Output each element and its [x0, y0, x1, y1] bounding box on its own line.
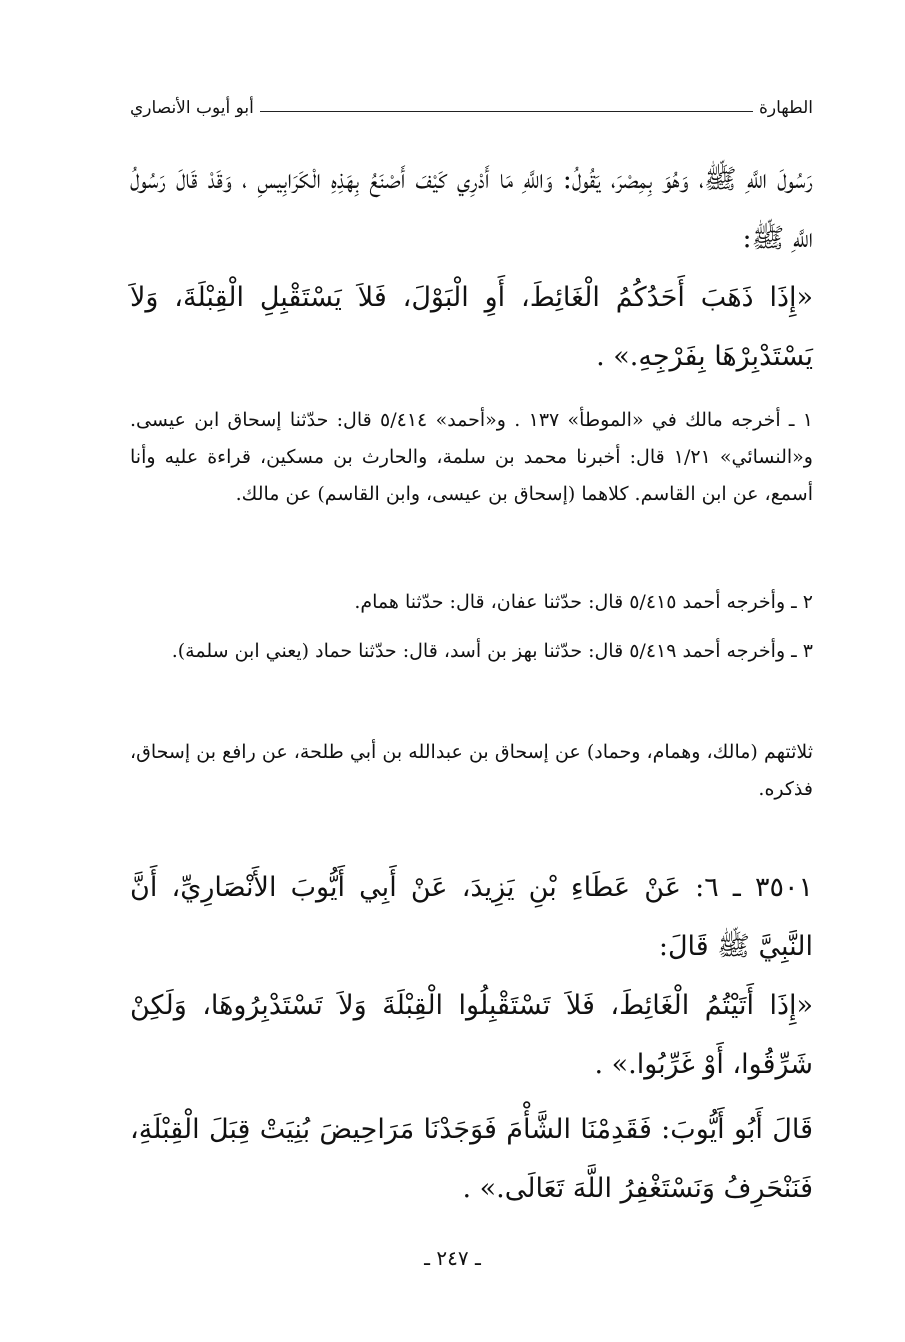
footnote-1: ١ ـ أخرجه مالك في «الموطأ» ١٣٧ . و«أحمد» ٥/٤١٤ قال: حدّثنا إسحاق ابن عيسى. و«النسائي» ١/٢١ قال: أخبرنا محمد بن سلمة، والحارث بن مسكين، قراءة عليه وأنا أسمع، عن ابن القاسم. كلاهما (إسحاق بن عيسى، وابن القاسم) عن مالك. — [130, 409, 813, 505]
hadith-quote-2: «إِذَا أَتَيْتُمُ الْغَائِطَ، فَلاَ تَسْتَقْبِلُوا الْقِبْلَةَ وَلاَ تَسْتَدْبِرُوهَا، وَلَكِنْ شَرِّقُوا، أَوْ غَرِّبُوا.» . — [130, 990, 813, 1080]
narrator-statement: قَالَ أَبُو أَيُّوبَ: فَقَدِمْنَا الشَّأْمَ فَوَجَدْنَا مَرَاحِيضَ بُنِيَتْ قِبَلَ الْقِبْلَةِ، فَنَنْحَرِفُ وَنَسْتَغْفِرُ اللَّهَ تَعَالَى.» . — [130, 1114, 813, 1204]
running-header — [130, 88, 813, 118]
footnote-3: ٣ ـ وأخرجه أحمد ٥/٤١٩ قال: حدّثنا بهز بن أسد، قال: حدّثنا حماد (يعني ابن سلمة). — [171, 640, 813, 662]
header-chapter-title: الطهارة — [759, 98, 813, 118]
header-rule — [260, 111, 753, 112]
footnote-4: ثلاثتهم (مالك، وهمام، وحماد) عن إسحاق بن عبدالله بن أبي طلحة، عن رافع بن إسحاق، فذكره. — [130, 741, 813, 800]
page-number: ـ ٢٤٧ ـ — [424, 1246, 481, 1270]
footnote-2: ٢ ـ وأخرجه أحمد ٥/٤١٥ قال: حدّثنا عفان، قال: حدّثنا همام. — [354, 591, 813, 613]
hadith-heading-3501: ٣٥٠١ ـ ٦: عَنْ عَطَاءِ بْنِ يَزِيدَ، عَنْ أَبِي أَيُّوبَ الأَنْصَارِيِّ، أَنَّ النَّبِيَّ ﷺ قَالَ: — [130, 872, 814, 962]
header-section-title: أبو أيوب الأنصاري — [130, 98, 254, 118]
hadith-quote-1: «إِذَا ذَهَبَ أَحَدُكُمُ الْغَائِطَ، أَوِ الْبَوْلَ، فَلاَ يَسْتَقْبِلِ الْقِبْلَةَ، وَلاَ يَسْتَدْبِرْهَا بِفَرْجِهِ.» . — [130, 282, 813, 372]
body-paragraph-1: رَسُولَ اللَّهِ ﷺ، وَهُوَ بِمِصْرَ، يَقُولُ: وَاللَّهِ مَا أَدْرِي كَيْفَ أَصْنَعُ بِهَذِهِ الْكَرَابِيسِ ، وَقَدْ قَالَ رَسُولُ اللَّهِ ﷺ: — [130, 164, 813, 254]
